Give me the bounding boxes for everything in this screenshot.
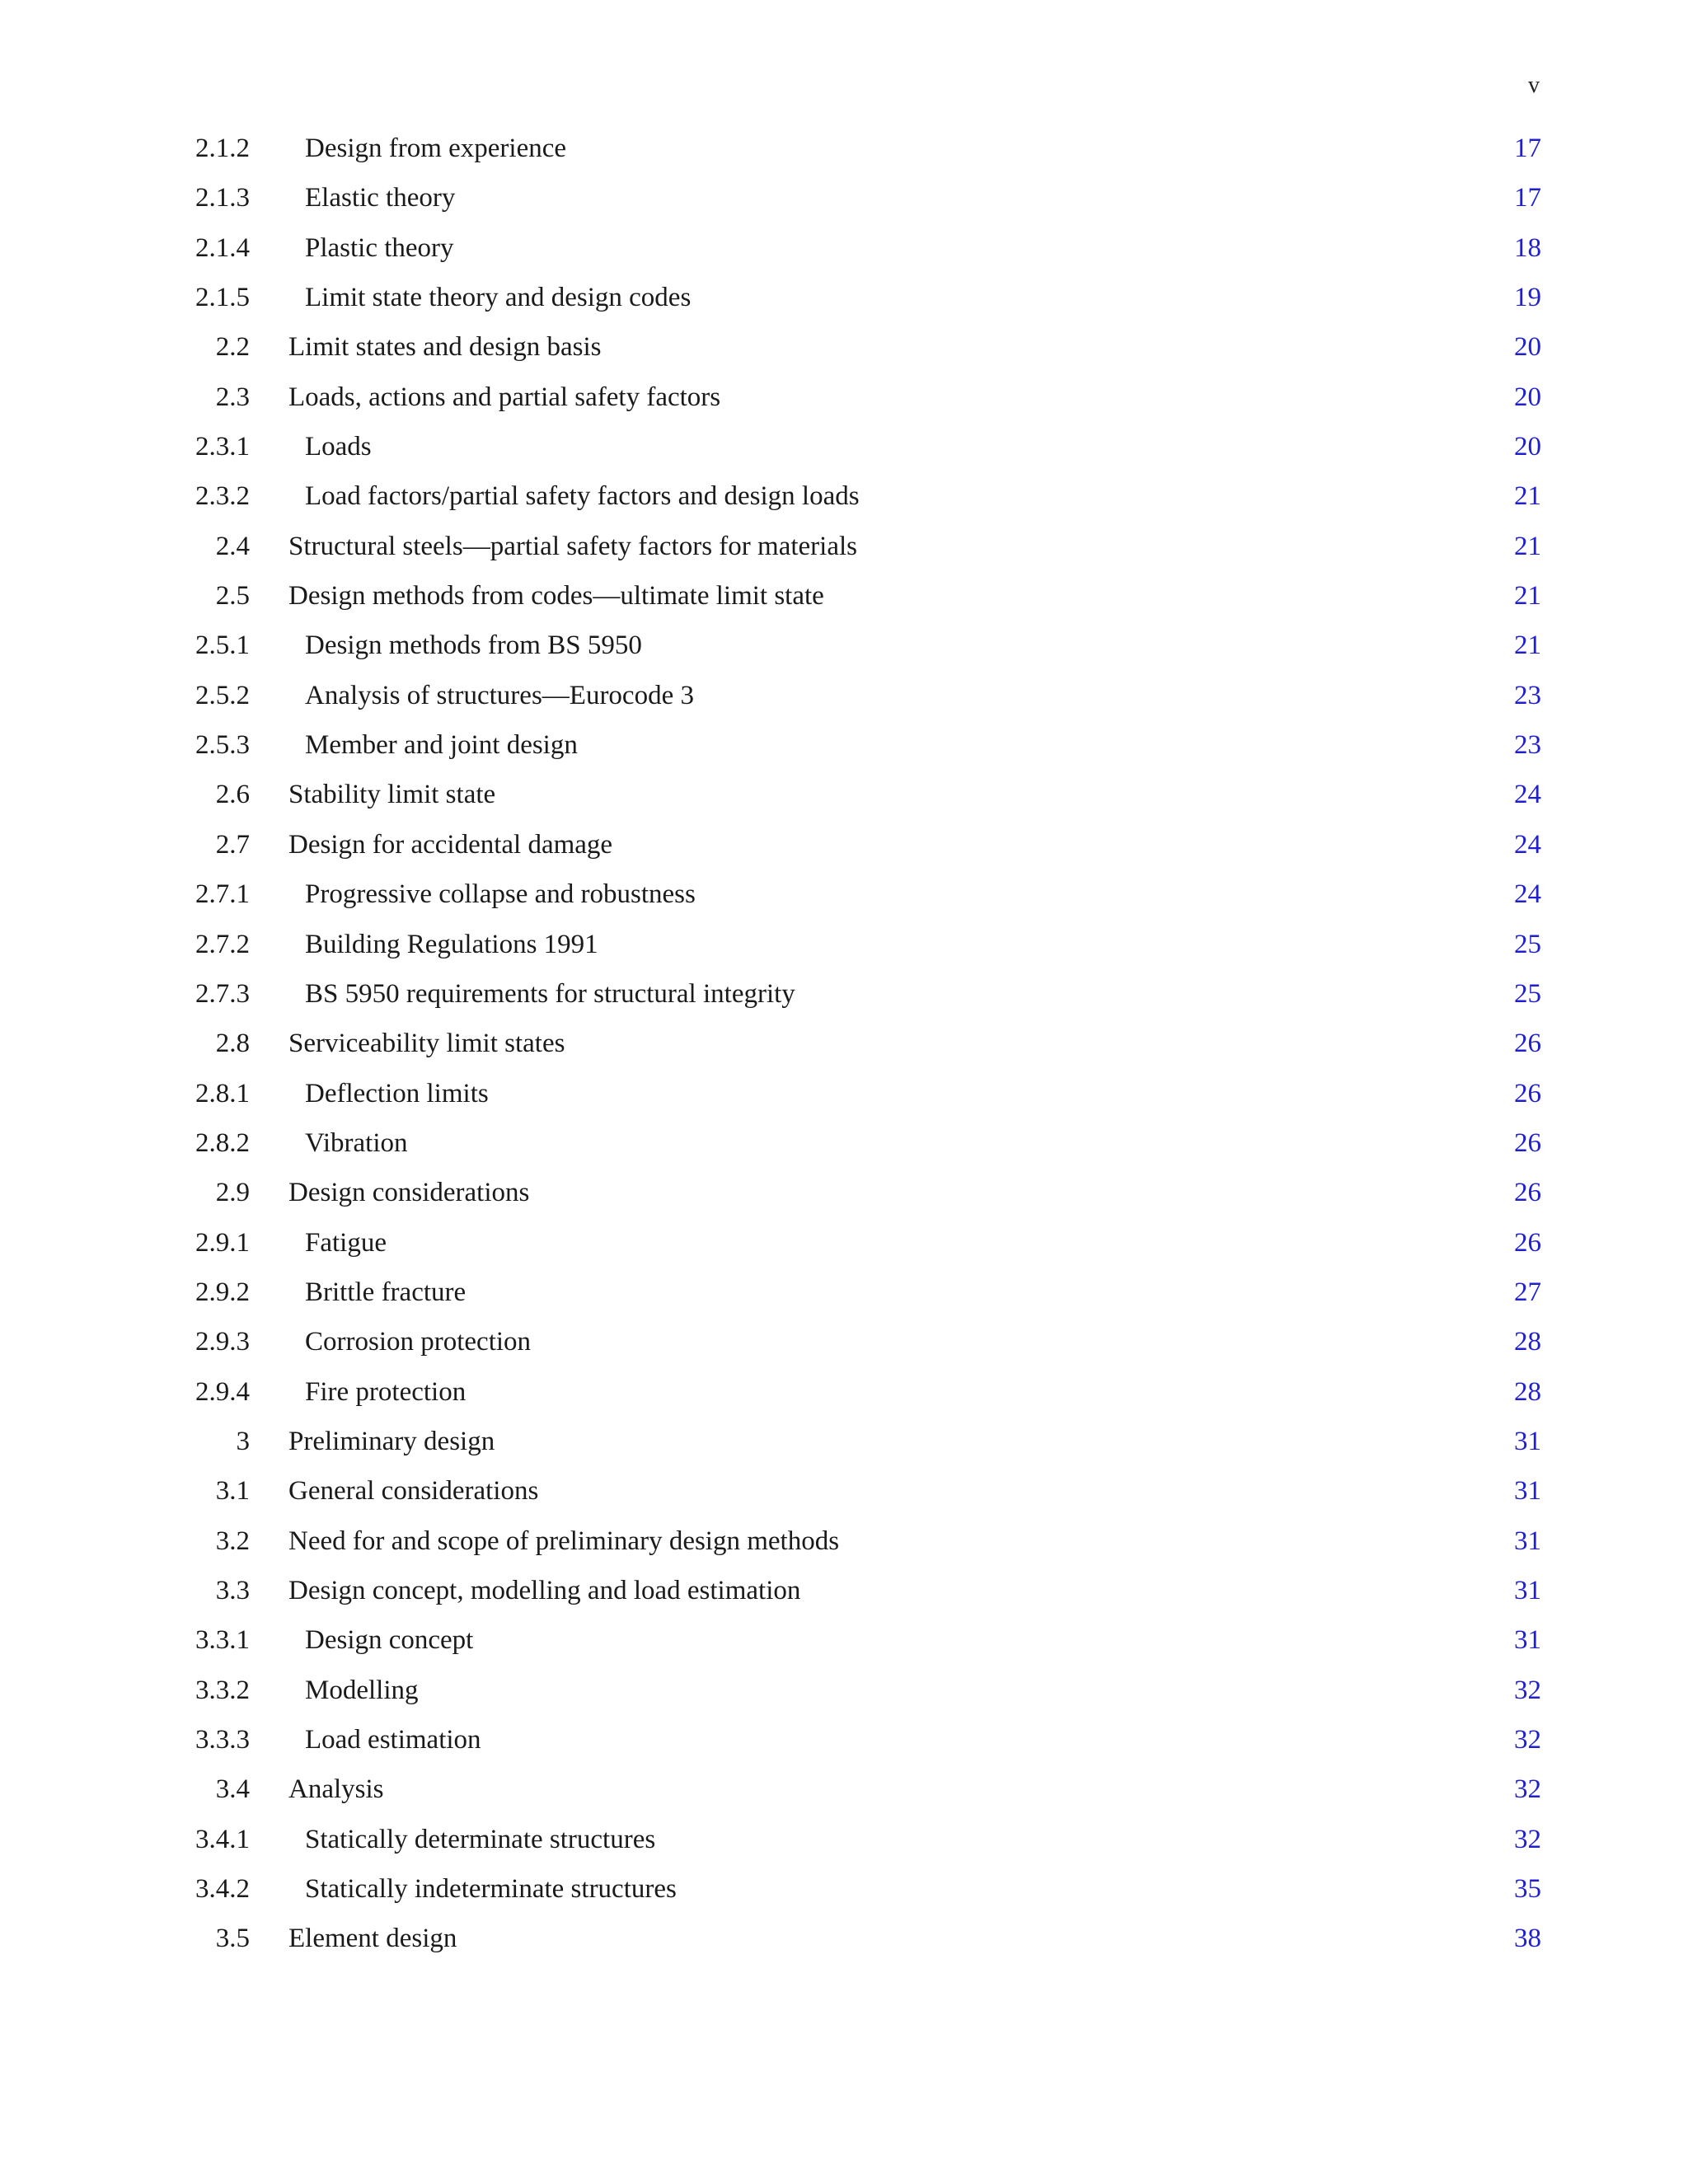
toc-entry: [0, 671, 1688, 720]
toc-section-number: 2.3.2: [195, 481, 250, 512]
toc-section-number: 2.2: [215, 332, 250, 363]
toc-entry: [0, 1118, 1688, 1168]
toc-entry: [0, 1765, 1688, 1814]
toc-entry: [0, 920, 1688, 969]
toc-section-title: Stability limit state: [288, 780, 496, 810]
toc-page-link[interactable]: 26: [1514, 1178, 1541, 1208]
toc-section-title: Design concept: [305, 1625, 474, 1656]
toc-page-link[interactable]: 32: [1514, 1675, 1541, 1705]
toc-entry: [0, 1367, 1688, 1417]
toc-page-link[interactable]: 24: [1514, 780, 1541, 810]
toc-section-title: Limit states and design basis: [288, 332, 602, 363]
toc-page-link[interactable]: 32: [1514, 1824, 1541, 1854]
toc-entry: [0, 1168, 1688, 1217]
toc-section-number: 2.7.3: [195, 978, 250, 1009]
toc-entry: [0, 1715, 1688, 1765]
toc-page-link[interactable]: 26: [1514, 1029, 1541, 1059]
toc-section-title: Modelling: [305, 1675, 419, 1705]
toc-page-link[interactable]: 24: [1514, 829, 1541, 860]
toc-section-title: Structural steels—partial safety factors for materials: [288, 531, 857, 561]
toc-section-number: 2.5.3: [195, 730, 250, 761]
toc-entry: [0, 1069, 1688, 1118]
toc-section-number: 2.1.2: [195, 134, 250, 163]
toc-section-title: General considerations: [288, 1476, 539, 1507]
toc-entry: [0, 1864, 1688, 1914]
toc-section-number: 3.4.2: [195, 1874, 250, 1905]
toc-section-title: Statically determinate structures: [305, 1824, 656, 1854]
toc-section-title: Deflection limits: [305, 1078, 489, 1108]
toc-page-link[interactable]: 25: [1514, 978, 1541, 1009]
toc-section-number: 2.3: [215, 382, 250, 412]
toc-entry: [0, 322, 1688, 372]
toc-section-title: Analysis: [288, 1774, 384, 1805]
toc-section-number: 3.3: [215, 1575, 250, 1605]
toc-entry: [0, 869, 1688, 919]
toc-entry: [0, 1914, 1688, 1963]
toc-page-link[interactable]: 20: [1514, 332, 1541, 363]
toc-page-link[interactable]: 24: [1514, 879, 1541, 910]
toc-section-title: Design methods from BS 5950: [305, 630, 642, 661]
toc-page-link[interactable]: 19: [1514, 283, 1541, 313]
toc-section-number: 3.4: [215, 1774, 250, 1805]
toc-section-title: Design for accidental damage: [288, 829, 613, 860]
toc-page-link[interactable]: 32: [1514, 1725, 1541, 1755]
toc-entry: [0, 1615, 1688, 1665]
toc-entry: [0, 223, 1688, 273]
toc-entry: [0, 422, 1688, 471]
toc-entry: [0, 471, 1688, 521]
toc-section-title: Building Regulations 1991: [305, 929, 598, 959]
toc-entry: [0, 373, 1688, 422]
toc-entry: [0, 1317, 1688, 1366]
toc-page-link[interactable]: 27: [1514, 1277, 1541, 1307]
toc-page-link[interactable]: 26: [1514, 1227, 1541, 1258]
toc-page-link[interactable]: 17: [1514, 183, 1541, 213]
toc-section-title: Limit state theory and design codes: [305, 283, 692, 313]
toc-section-title: Design concept, modelling and load estimation: [288, 1575, 801, 1605]
toc-entry: [0, 770, 1688, 819]
toc-section-title: Vibration: [305, 1127, 408, 1158]
toc-section-number: 3.3.3: [195, 1725, 250, 1755]
toc-section-number: 2.7.1: [195, 879, 250, 910]
toc-page-link[interactable]: 20: [1514, 432, 1541, 462]
toc-page-link[interactable]: 32: [1514, 1774, 1541, 1805]
toc-page-link[interactable]: 35: [1514, 1874, 1541, 1905]
toc-entry: [0, 124, 1688, 173]
toc-section-title: Need for and scope of preliminary design methods: [288, 1526, 840, 1556]
toc-section-number: 3.1: [215, 1476, 250, 1507]
toc-section-title: Serviceability limit states: [288, 1029, 565, 1059]
toc-entry: [0, 1516, 1688, 1566]
toc-page-link[interactable]: 31: [1514, 1625, 1541, 1656]
toc-entry: [0, 1815, 1688, 1864]
toc-section-number: 2.6: [215, 780, 250, 810]
toc-entry: [0, 1417, 1688, 1466]
toc-section-number: 2.8.1: [195, 1078, 250, 1108]
toc-section-number: 2.3.1: [195, 432, 250, 462]
toc-section-number: 2.9.2: [195, 1277, 250, 1307]
toc-section-title: Load estimation: [305, 1725, 481, 1755]
toc-entry: [0, 173, 1688, 223]
toc-section-number: 2.7: [215, 829, 250, 860]
toc-section-title: Analysis of structures—Eurocode 3: [305, 680, 694, 710]
toc-section-title: Progressive collapse and robustness: [305, 879, 696, 910]
toc-page-link[interactable]: 28: [1514, 1327, 1541, 1357]
table-of-contents: [0, 124, 1688, 1964]
toc-section-number: 3.2: [215, 1526, 250, 1556]
toc-section-title: Corrosion protection: [305, 1327, 532, 1357]
toc-page-link[interactable]: 31: [1514, 1575, 1541, 1605]
toc-entry: [0, 969, 1688, 1019]
toc-page-link[interactable]: 23: [1514, 730, 1541, 761]
toc-section-title: Plastic theory: [305, 232, 454, 263]
toc-page-link[interactable]: 21: [1514, 630, 1541, 661]
toc-section-number: 2.9.3: [195, 1327, 250, 1357]
toc-section-number: 3.5: [215, 1924, 250, 1954]
toc-section-title: Statically indeterminate structures: [305, 1874, 677, 1905]
toc-section-title: Brittle fracture: [305, 1277, 467, 1307]
toc-section-number: 2.5.2: [195, 680, 250, 710]
toc-section-number: 3.3.2: [195, 1675, 250, 1705]
toc-section-number: 2.8.2: [195, 1127, 250, 1158]
toc-page-link[interactable]: 26: [1514, 1127, 1541, 1158]
toc-section-title: Load factors/partial safety factors and design loads: [305, 481, 860, 512]
toc-page-link[interactable]: 21: [1514, 581, 1541, 612]
toc-page-link[interactable]: 31: [1514, 1526, 1541, 1556]
toc-section-number: 2.1.5: [195, 283, 250, 313]
toc-section-number: 2.9: [215, 1178, 250, 1208]
toc-entry: [0, 1666, 1688, 1715]
toc-section-title: Preliminary design: [288, 1426, 495, 1456]
toc-section-title: Design considerations: [288, 1178, 530, 1208]
toc-entry: [0, 522, 1688, 571]
toc-section-title: Member and joint design: [305, 730, 578, 761]
toc-entry: [0, 1019, 1688, 1068]
toc-page-link[interactable]: 31: [1514, 1476, 1541, 1507]
toc-page-link[interactable]: 20: [1514, 382, 1541, 412]
toc-section-number: 2.8: [215, 1029, 250, 1059]
toc-section-title: Element design: [288, 1924, 457, 1954]
toc-page-link[interactable]: 38: [1514, 1924, 1541, 1954]
toc-entry: [0, 1218, 1688, 1268]
toc-section-number: 2.1.3: [195, 183, 250, 213]
toc-page-link[interactable]: 31: [1514, 1426, 1541, 1456]
toc-entry: [0, 273, 1688, 322]
toc-page-link[interactable]: 21: [1514, 481, 1541, 512]
toc-entry: [0, 571, 1688, 621]
toc-page-link[interactable]: 28: [1514, 1376, 1541, 1407]
toc-section-number: 2.4: [215, 531, 250, 561]
toc-section-title: Design from experience: [305, 134, 567, 163]
toc-page-link[interactable]: 23: [1514, 680, 1541, 710]
toc-page-link[interactable]: 18: [1514, 232, 1541, 263]
toc-section-title: Design methods from codes—ultimate limit state: [288, 581, 824, 612]
toc-page-link[interactable]: 17: [1514, 134, 1541, 163]
toc-section-title: Loads, actions and partial safety factors: [288, 382, 721, 412]
toc-page-link[interactable]: 25: [1514, 929, 1541, 959]
toc-section-title: Loads: [305, 432, 372, 462]
toc-section-title: Elastic theory: [305, 183, 456, 213]
toc-section-title: Fatigue: [305, 1227, 387, 1258]
toc-entry: [0, 720, 1688, 770]
toc-section-number: 2.1.4: [195, 232, 250, 263]
toc-entry: [0, 820, 1688, 869]
toc-section-number: 3.4.1: [195, 1824, 250, 1854]
toc-entry: [0, 1268, 1688, 1317]
toc-section-number: 2.9.4: [195, 1376, 250, 1407]
toc-entry: [0, 621, 1688, 670]
toc-section-number: 2.9.1: [195, 1227, 250, 1258]
toc-page-link[interactable]: 26: [1514, 1078, 1541, 1108]
toc-section-number: 3.3.1: [195, 1625, 250, 1656]
toc-section-number: 3: [236, 1426, 250, 1456]
toc-entry: [0, 1466, 1688, 1516]
toc-section-title: Fire protection: [305, 1376, 467, 1407]
toc-section-title: BS 5950 requirements for structural integrity: [305, 978, 795, 1009]
toc-page-link[interactable]: 21: [1514, 531, 1541, 561]
page-number: v: [1528, 73, 1540, 98]
toc-section-number: 2.7.2: [195, 929, 250, 959]
toc-entry: [0, 1566, 1688, 1615]
toc-section-number: 2.5: [215, 581, 250, 612]
toc-section-number: 2.5.1: [195, 630, 250, 661]
